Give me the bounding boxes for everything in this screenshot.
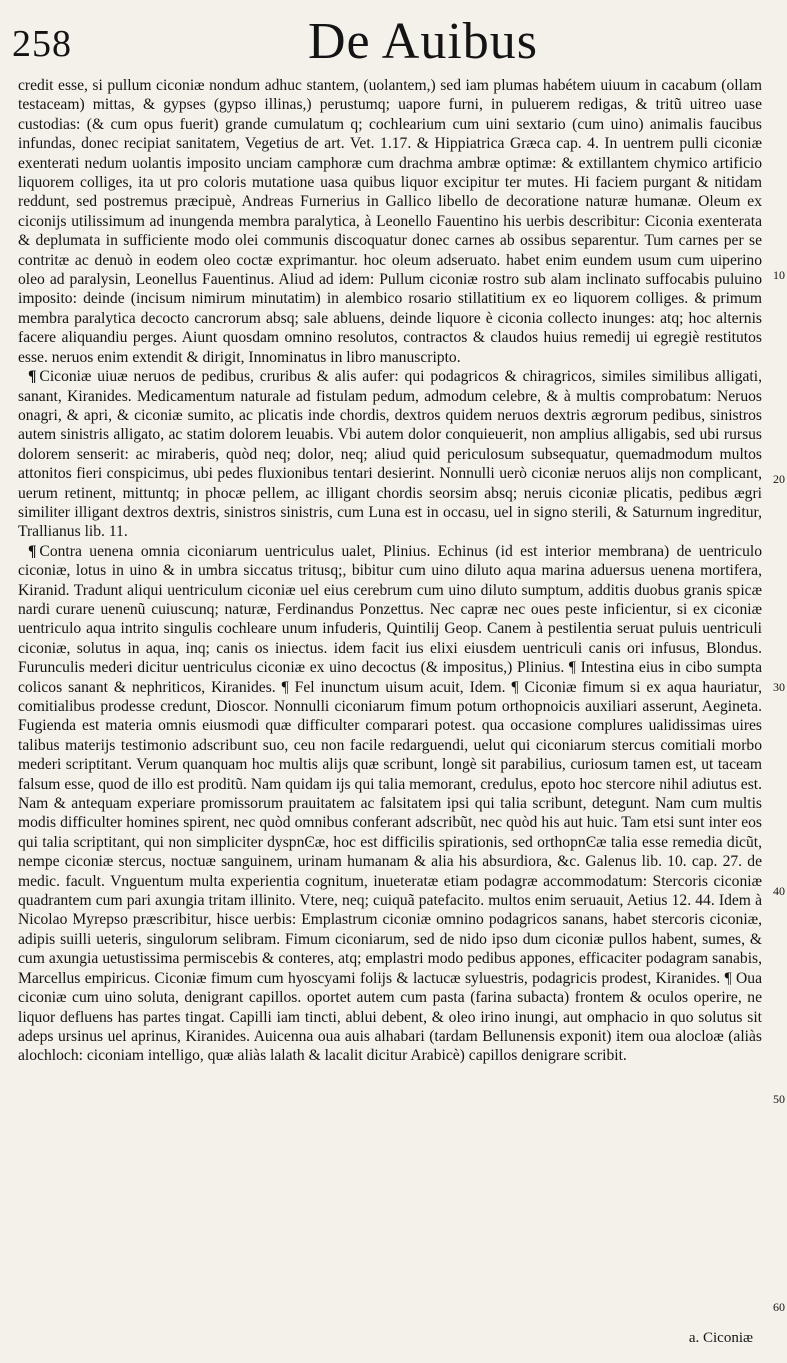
margin-line-number-20: 20 xyxy=(773,472,785,486)
margin-line-number-40: 40 xyxy=(773,884,785,898)
running-title: De Auibus xyxy=(308,13,538,70)
paragraph-1 xyxy=(18,76,762,367)
pilcrow-mark: ¶ xyxy=(28,542,37,560)
catchword: a. Ciconiæ xyxy=(688,1330,753,1346)
paragraph-2-text: Ciconiæ uiuæ neruos de pedibus, cruribus & alis aufer: qui podagricos & chiragricos, similes similibus alligati, sanant, Kiranides. Medicamentum naturale ad fistulam pedum, admodum celebre, & à multis comprobatum: Neruos onagri, & apri, & ciconiæ sumito, ac plicatis inde chordis, dextros quidem neruos dextris ægrorum pedibus, sinistros autem sinistris alligato, ac statim dolorem leuabis. Vbi autem dolor conquieuerit, non amplius alligabis, sed ubi rursus dolorem senserit: ac miraberis, quòd neq; dolor, neq; aliud quid periculosum subsequatur, quemadmodum multos attonitos fieri conspicimus, ubi pedes fluxionibus tentari desierint. Nonnulli uerò ciconiæ neruos alijs non complicant, uerum retinent, mittuntq; in phocæ pellem, ac illigant chordis seorsim absq; neruis ciconiæ plicatis, pedibus ægri similiter illigant dextros dextris, sinistros sinistris, cum Luna est in occasu, uel in signo sterili, & Saturnum ingreditur, Trallianus lib. 11. xyxy=(18,368,762,541)
paragraph-1-text: credit esse, si pullum ciconiæ nondum adhuc stantem, (uolantem,) sed iam plumas habétem uiuum in cacabum (ollam testaceam) mittas, & gypses (gypso illinas,) perustumq; uapore furni, in puluerem redigas, & tritũ uitreo uase custodias: (& cum opus fuerit) grande cumulatum q; cochlearium cum uini sextario (cum uino) animalis faucibus infundas, donec recipiat sanitatem, Vegetius de art. Vet. 1.17. & Hippiatrica Græca cap. 4. In uentrem pulli ciconiæ exenterati nedum uolantis imposito unciam camphoræ cum drachma ambræ optimæ: & extillantem chymico artificio liquorem colliges, ita ut pro coloris mutatione uasa quibus liquor excipitur ter mutes. Hi faciem purgant & nitidam reddunt, sed postremus præcipuè, Andreas Furnerius in Gallico libello de decoratione naturæ humanæ. Oleum ex ciconijs utilissimum ad inungenda membra paralytica, à Leonello Fauentino his uerbis describitur: Ciconia exenterata & deplumata in sufficiente modo olei communis discoquatur donec carnes ab ossibus separentur. Tum carnes per se contritæ ac denuò in eodem oleo coctæ exprimantur. hoc oleum adseruato. habet enim eundem usum cum uiperino oleo ad paralysin, Leonellus Fauentinus. Aliud ad idem: Pullum ciconiæ rostro sub alam inclinato suffocabis puluino imposito: deinde (incisum nimirum minutatim) in alembico rosario stillatitium ex eo liquorem colliges. & primum membra paralytica decocto cancrorum absq; sale abluens, deinde liquore è ciconia collecto inunges: atq; hoc alternis facere aliquandiu perges. Aiunt quosdam omnino resolutos, contractos & claudos huius remedij ui egregiè restitutos esse. neruos enim extendit & dirigit, Innominatus in libro manuscripto. xyxy=(18,77,762,366)
paragraph-3-text: Contra uenena omnia ciconiarum uentriculus ualet, Plinius. Echinus (id est interior membrana) de uentriculo ciconiæ, lotus in uino & in umbra siccatus tritusq;, bibitur cum uino diluto aqua marina aduersus uenena mortifera, Kiranid. Tradunt aliqui uentriculum ciconiæ uel eius cerebrum cum uino diluto sumptum, additis duobus granis spicæ nardi curare uenenũ cuiuscunq; naturæ, Ferdinandus Ponzettus. Nec capræ nec oues peste inficientur, si ex ciconiæ uentriculo aqua intrito singulis cochleare unum infuderis, Quintilij Geop. Canem à pestilentia seruat puluis uentriculi ciconiæ, solutus in aqua, inq; canis os iniectus. idem facit ius elixi eiusdem uentriculi canis ori infusus, Blondus. Furunculis mederi dicitur uentriculus ciconiæ ex uino decoctus (& impositus,) Plinius. ¶ Intestina eius in cibo sumpta colicos sanant & nephriticos, Kiranides. ¶ Fel inunctum uisum acuit, Idem. ¶ Ciconiæ fimum si ex aqua hauriatur, comitialibus prodesse credunt, Dioscor. Nonnulli ciconiarum fimum potum orthopnoicis auxiliari asserunt, Aegineta. Fugienda est materia omnis eiusmodi quæ difficulter comparari potest. qua occasione complures ualidissimas uires talibus materijs testimonio adscribunt suo, ceu non facile redarguendi, uelut qui ciconiarum stercus comitiali morbo mederi scriptitant. Verum quanquam hoc multis alijs quæ scribunt, longè sit parabilius, curiosum tamen est, ut taceam falsum esse, quod de illo est proditũ. Nam quidam ijs qui talia memorant, credulus, epoto hoc stercore nihil adiutus est. Nam & antequam experiare promissorum prauitatem ac falsitatem ipsi qui talia scribunt, detegunt. Nam cum multis modis difficulter homines spirent, nec quòd omnibus conferant adscribũt, nec quòd his aut huic. Tam etsi sunt inter eos qui talia scriptitant, qui non simpliciter dyspnϾæ, hoc est difficilis spirationis, sed orthopnϾæ talia esse remedia dicũt, nempe ciconiæ stercus, noctuæ sanguinem, urinam humanam & alia his absurdiora, &c. Galenus lib. 10. cap. 27. de medic. facult. Vnguentum multa experientia cognitum, inueteratæ etiam podagræ accommodatum: Stercoris ciconiæ quadrantem cum pari axungia tritam illinito. Vtere, neq; cuiquã patefacito. multos enim seruauit, Aetius 12. 44. Idem à Nicolao Myrepso præscribitur, hisce uerbis: Emplastrum ciconiæ omnino podagricos sanans, habet stercoris ciconiæ, adipis suilli ueteris, singulorum selibram. Fimum ciconiarum, sed de nido ipso dum ciconiæ pullos habent, sumes, & cum axungia uetustissima permiscebis & conteres, atq; emplastri modo pedibus appones, efficaciter podagram sanabis, Marcellus empiricus. Ciconiæ fimum cum hyoscyami folijs & lactucæ syluestris, podagricis prodest, Kiranides. ¶ Oua ciconiæ cum uino soluta, denigrant capillos. oportet autem cum pasta (farina subacta) frontem & oculos operire, ne liquor defluens has partes tingat. Capilli iam tincti, ablui debent, & oleo irino inungi, aut omphacio in quo solutus sit adeps ursinus uel aprinus, Kiranides. Auicenna oua auis alhabari (tardam Bellunensis exponit) item oua alocloæ (aliàs alochloch: ciconiam intelligo, quæ aliàs lalath & lacalit dicitur Arabicè) capillos denigrare scribit. xyxy=(18,542,762,1065)
paragraph-2 xyxy=(18,367,762,542)
pilcrow-mark: ¶ xyxy=(28,368,37,386)
body-text xyxy=(18,76,762,1066)
margin-line-number-60: 60 xyxy=(773,1300,785,1314)
margin-line-number-50: 50 xyxy=(773,1092,785,1106)
page-number: 258 xyxy=(12,23,72,65)
paragraph-3 xyxy=(18,542,762,1066)
margin-line-number-10: 10 xyxy=(773,268,785,282)
page-header xyxy=(0,0,787,78)
margin-line-number-30: 30 xyxy=(773,680,785,694)
